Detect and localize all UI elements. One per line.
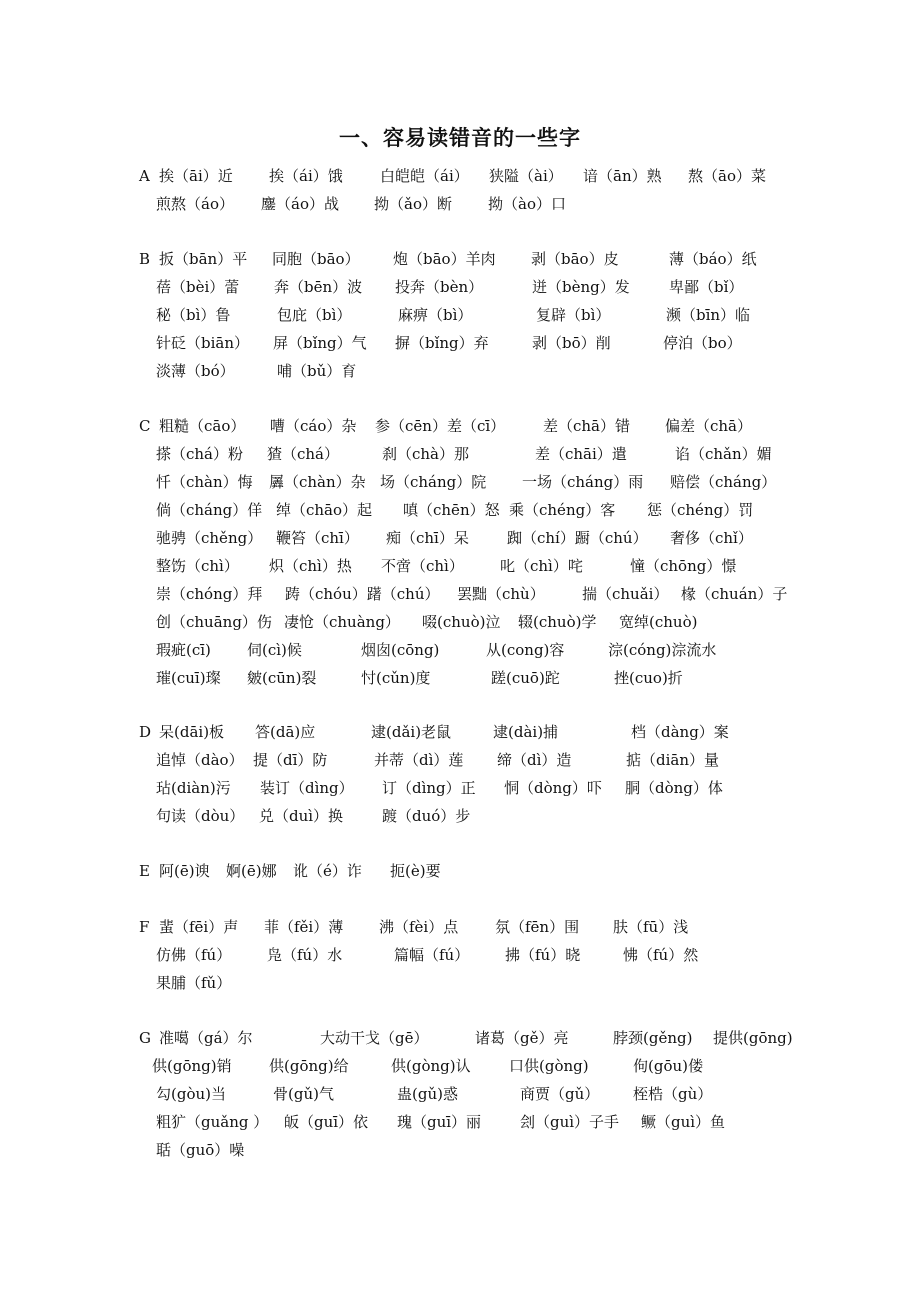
word-item: 供(gòng)认: [391, 1057, 471, 1075]
line: [139, 190, 839, 218]
word-item: 麻痹（bì）: [398, 306, 473, 324]
line: [139, 496, 839, 524]
word-item: 订（dìng）正: [382, 779, 476, 797]
section-letter: E: [139, 862, 150, 880]
word-item: 伺(cì)候: [247, 641, 302, 659]
line: [139, 162, 839, 190]
section-e: [139, 857, 839, 885]
word-item: 整饬（chì）: [156, 557, 239, 575]
word-item: 供(gōng)销: [152, 1057, 232, 1075]
line: [139, 857, 839, 885]
line: [139, 774, 839, 802]
word-item: 驰骋（chěng）: [156, 529, 263, 547]
section-letter: F: [139, 918, 150, 936]
word-item: 椽（chuán）子: [681, 585, 788, 603]
word-item: 差（chāi）遣: [535, 445, 627, 463]
word-item: 蓓（bèi）蕾: [156, 278, 240, 296]
word-item: 迸（bèng）发: [532, 278, 630, 296]
word-item: 忏（chàn）悔: [156, 473, 253, 491]
word-item: 嘈（cáo）杂: [270, 417, 357, 435]
word-item: 追悼（dào）: [156, 751, 244, 769]
word-item: 谙（ān）熟: [583, 167, 662, 185]
line: [139, 1108, 839, 1136]
word-item: 拂（fú）晓: [505, 946, 581, 964]
word-item: 怫（fú）然: [623, 946, 699, 964]
word-item: 辍(chuò)学: [518, 613, 597, 631]
page-title: 一、容易读错音的一些字: [339, 125, 581, 150]
word-item: 惩（chéng）罚: [647, 501, 754, 519]
word-item: 呆(dāi)板: [159, 723, 225, 741]
word-item: 哺（bǔ）育: [277, 362, 357, 380]
section-d: [139, 718, 839, 830]
section-c: [139, 412, 839, 692]
word-item: 骨(gǔ)气: [273, 1085, 334, 1103]
word-item: 揣（chuǎi）: [582, 585, 669, 603]
word-item: 一场（cháng）雨: [522, 473, 644, 491]
word-item: 句读（dòu）: [156, 807, 245, 825]
word-item: 憧（chōng）憬: [630, 557, 737, 575]
word-item: 乘（chéng）客: [509, 501, 616, 519]
word-item: 薄（báo）纸: [669, 250, 757, 268]
word-item: 鳜（guì）鱼: [641, 1113, 726, 1131]
word-item: 瑕疵(cī): [156, 641, 211, 659]
word-item: 从(cong)容: [486, 641, 565, 659]
word-item: 复辟（bì）: [536, 306, 611, 324]
word-item: 蜚（fēi）声: [159, 918, 239, 936]
line: [139, 524, 839, 552]
section-letter: C: [139, 417, 151, 435]
word-item: 档（dàng）案: [631, 723, 729, 741]
word-item: 啜(chuò)泣: [422, 613, 501, 631]
line: [139, 273, 839, 301]
line: [139, 552, 839, 580]
word-item: 肤（fū）浅: [613, 918, 689, 936]
word-item: 掂（diān）量: [626, 751, 720, 769]
word-item: 倘（cháng）佯: [156, 501, 263, 519]
line: [139, 913, 839, 941]
word-item: 皈（guī）依: [284, 1113, 369, 1131]
word-item: 果脯（fǔ）: [156, 974, 232, 992]
word-item: 蛊(gǔ)惑: [397, 1085, 458, 1103]
word-item: 濒（bīn）临: [666, 306, 751, 324]
word-item: 供(gōng)给: [269, 1057, 349, 1075]
word-item: 桎梏（gù）: [633, 1085, 713, 1103]
word-item: 宽绰(chuò): [619, 613, 698, 631]
line: [139, 969, 839, 997]
line: [139, 1080, 839, 1108]
word-item: 大动干戈（gē）: [320, 1029, 429, 1047]
word-item: 淙(cóng)淙流水: [608, 641, 717, 659]
word-item: 同胞（bāo）: [272, 250, 360, 268]
word-item: 刹（chà）那: [382, 445, 470, 463]
word-item: 婀(ē)娜: [226, 862, 277, 880]
word-item: 卑鄙（bǐ）: [669, 278, 744, 296]
word-item: 挨（ái）饿: [269, 167, 343, 185]
word-item: 踌（chóu）躇（chú）: [285, 585, 440, 603]
word-item: 创（chuāng）伤: [156, 613, 272, 631]
word-item: 缔（dì）造: [497, 751, 572, 769]
word-item: 羼（chàn）杂: [269, 473, 366, 491]
word-item: 蹉(cuō)跎: [491, 669, 560, 687]
word-item: 参（cēn）差（cī）: [375, 417, 506, 435]
word-item: 淡薄（bó）: [156, 362, 235, 380]
line: [139, 468, 839, 496]
word-item: 忖(cǔn)度: [361, 669, 431, 687]
word-item: 仿佛（fú）: [156, 946, 232, 964]
section-a: [139, 162, 839, 218]
line: [139, 664, 839, 692]
line: [139, 580, 839, 608]
word-item: 崇（chóng）拜: [156, 585, 263, 603]
word-item: 拗（ǎo）断: [374, 195, 452, 213]
word-item: 口供(gòng): [509, 1057, 589, 1075]
word-item: 菲（fěi）薄: [264, 918, 344, 936]
word-item: 瑰（guī）丽: [397, 1113, 482, 1131]
word-item: 刽（guì）子手: [520, 1113, 620, 1131]
word-item: 璀(cuī)璨: [156, 669, 221, 687]
word-item: 包庇（bì）: [277, 306, 352, 324]
word-item: 凫（fú）水: [267, 946, 343, 964]
word-item: 粗犷（guǎng ）: [156, 1113, 269, 1131]
word-item: 扼(è)要: [390, 862, 441, 880]
word-item: 场（cháng）院: [380, 473, 487, 491]
word-item: 恫（dòng）吓: [504, 779, 602, 797]
line: [139, 802, 839, 830]
word-item: 逮(dǎi)老鼠: [371, 723, 452, 741]
line: [139, 746, 839, 774]
word-item: 聒（guō）噪: [156, 1141, 245, 1159]
word-item: 烟囱(cōng): [361, 641, 440, 659]
word-item: 煎熬（áo）: [156, 195, 234, 213]
word-item: 佝(gōu)偻: [633, 1057, 703, 1075]
word-item: 挨（āi）近: [159, 167, 233, 185]
word-item: 提（dī）防: [253, 751, 328, 769]
word-item: 踟（chí）蹰（chú）: [507, 529, 648, 547]
word-item: 屏（bǐng）气: [273, 334, 367, 352]
section-g: [139, 1024, 839, 1164]
word-item: 剥（bāo）皮: [531, 250, 619, 268]
line: [139, 636, 839, 664]
line: [139, 1052, 839, 1080]
word-item: 准噶（gá）尔: [159, 1029, 253, 1047]
word-item: 绰（chāo）起: [276, 501, 373, 519]
word-item: 扳（bān）平: [159, 250, 248, 268]
line: [139, 412, 839, 440]
word-item: 脖颈(gěng): [613, 1029, 693, 1047]
word-item: 逮(dài)捕: [493, 723, 559, 741]
word-item: 狭隘（ài）: [489, 167, 563, 185]
word-item: 诸葛（gě）亮: [475, 1029, 569, 1047]
word-item: 搽（chá）粉: [156, 445, 244, 463]
word-item: 勾(gòu)当: [156, 1085, 226, 1103]
line: [139, 329, 839, 357]
line: [139, 718, 839, 746]
word-item: 阿(ē)谀: [159, 862, 210, 880]
word-item: 玷(diàn)污: [156, 779, 231, 797]
line: [139, 301, 839, 329]
word-item: 针砭（biān）: [156, 334, 250, 352]
word-item: 白皑皑（ái）: [380, 167, 469, 185]
word-item: 停泊（bo）: [663, 334, 742, 352]
word-item: 赔偿（cháng）: [670, 473, 777, 491]
word-item: 鏖（áo）战: [261, 195, 339, 213]
word-item: 并蒂（dì）莲: [374, 751, 464, 769]
section-b: [139, 245, 839, 385]
word-item: 罢黜（chù）: [457, 585, 545, 603]
word-item: 沸（fèi）点: [379, 918, 459, 936]
section-letter: B: [139, 250, 151, 268]
section-f: [139, 913, 839, 997]
word-item: 熬（āo）菜: [688, 167, 766, 185]
word-item: 炽（chì）热: [269, 557, 352, 575]
word-item: 挫(cuo)折: [614, 669, 683, 687]
word-item: 氛（fēn）围: [495, 918, 580, 936]
word-item: 皴(cūn)裂: [247, 669, 317, 687]
line: [139, 941, 839, 969]
word-item: 讹（é）诈: [293, 862, 362, 880]
word-item: 拗（ào）口: [488, 195, 566, 213]
line: [139, 245, 839, 273]
word-item: 奔（bēn）波: [274, 278, 363, 296]
line: [139, 608, 839, 636]
word-item: 答(dā)应: [255, 723, 316, 741]
section-letter: G: [139, 1029, 151, 1047]
word-item: 不啻（chì）: [381, 557, 464, 575]
word-item: 秘（bì）鲁: [156, 306, 231, 324]
word-item: 差（chā）错: [543, 417, 631, 435]
word-item: 凄怆（chuàng）: [284, 613, 400, 631]
word-item: 鞭笞（chī）: [276, 529, 359, 547]
line: [139, 1136, 839, 1164]
word-item: 商贾（gǔ）: [520, 1085, 600, 1103]
word-item: 谄（chǎn）媚: [675, 445, 772, 463]
word-item: 猹（chá）: [267, 445, 340, 463]
line: [139, 1024, 839, 1052]
section-letter: D: [139, 723, 152, 741]
word-item: 奢侈（chǐ）: [670, 529, 753, 547]
word-item: 痴（chī）呆: [386, 529, 469, 547]
word-item: 装订（dìng）: [260, 779, 354, 797]
word-item: 粗糙（cāo）: [159, 417, 246, 435]
word-item: 踱（duó）步: [382, 807, 471, 825]
section-letter: A: [139, 167, 150, 185]
word-item: 胴（dòng）体: [625, 779, 723, 797]
word-item: 篇幅（fú）: [394, 946, 470, 964]
word-item: 偏差（chā）: [665, 417, 753, 435]
word-item: 提供(gōng): [713, 1029, 793, 1047]
word-item: 炮（bāo）羊肉: [393, 250, 496, 268]
word-item: 叱（chì）咤: [500, 557, 583, 575]
word-item: 剥（bō）削: [532, 334, 611, 352]
line: [139, 440, 839, 468]
word-item: 投奔（bèn）: [395, 278, 484, 296]
line: [139, 357, 839, 385]
word-item: 摒（bǐng）弃: [395, 334, 489, 352]
word-item: 嗔（chēn）怒: [403, 501, 500, 519]
word-item: 兑（duì）换: [259, 807, 344, 825]
